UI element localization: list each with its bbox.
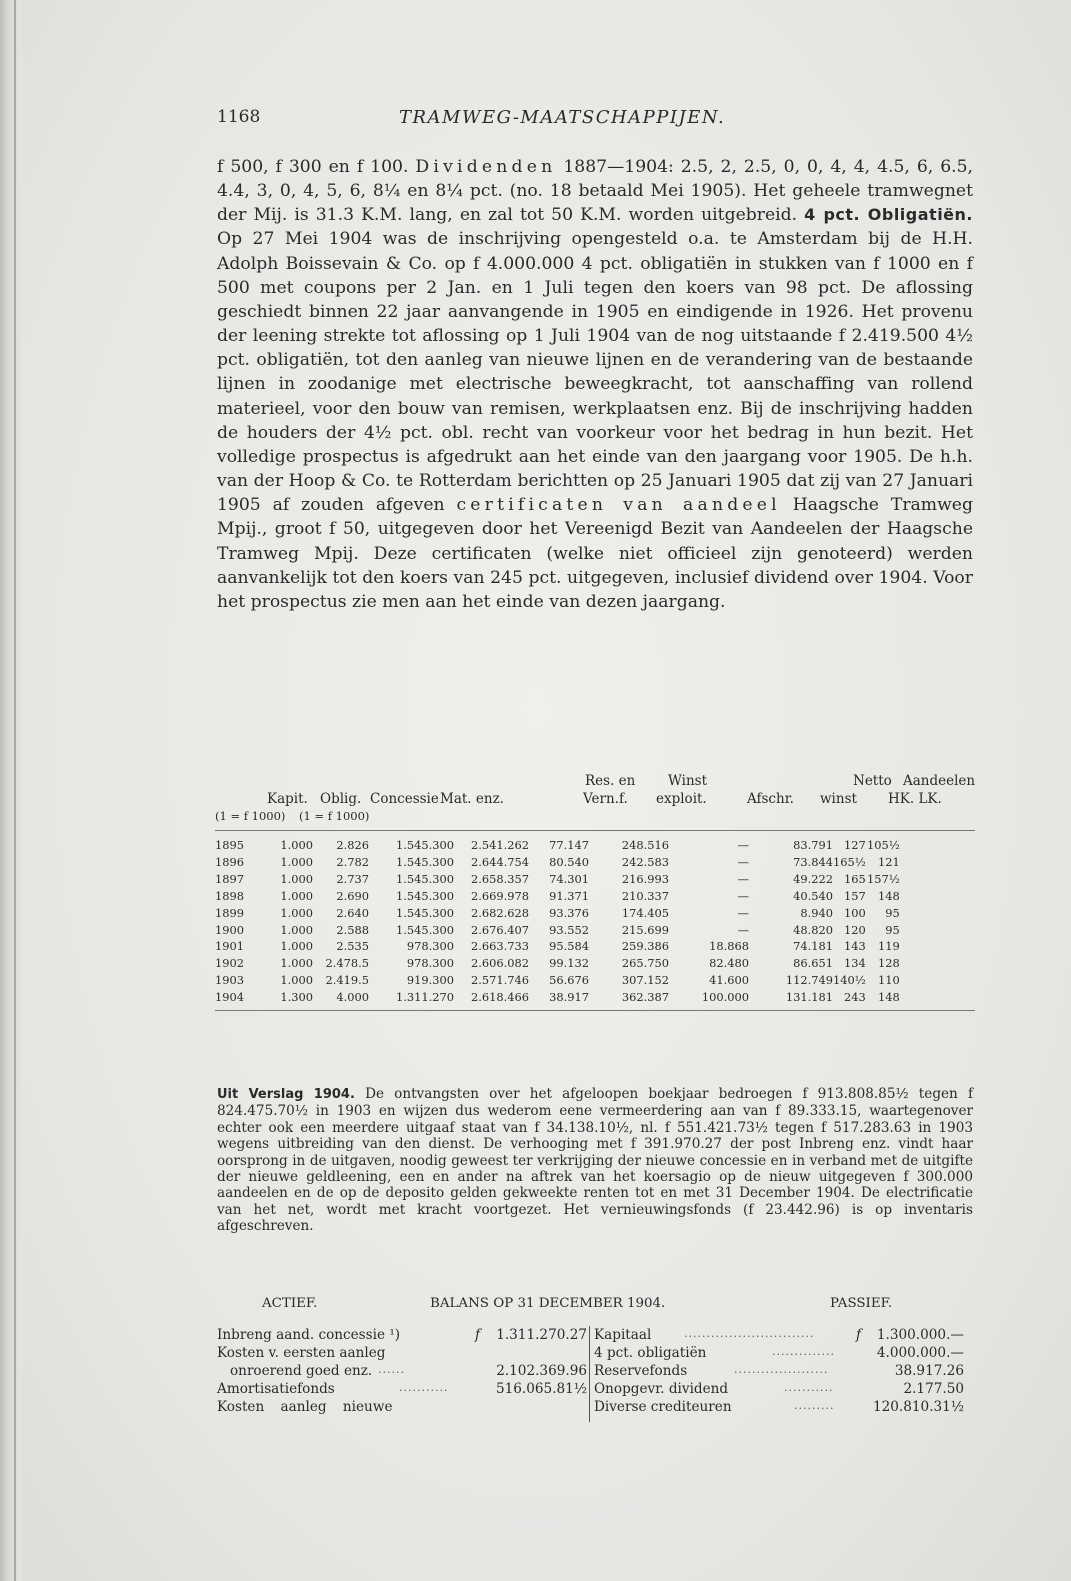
cell-netto-winst: 49.222 bbox=[793, 872, 833, 887]
cell-winst-exploit: 248.516 bbox=[621, 838, 669, 853]
passief-row-label: Kapitaal bbox=[594, 1327, 652, 1343]
header-kapit: Kapit. bbox=[267, 791, 308, 807]
florin-sign: f bbox=[856, 1327, 862, 1343]
actief-row bbox=[217, 1399, 587, 1417]
passief-row-amount: 1.300.000.— bbox=[876, 1327, 964, 1343]
cell-concessie: 1.545.300 bbox=[396, 872, 454, 887]
cell-res-en-vernf: 38.917 bbox=[549, 990, 589, 1005]
cell-oblig: 2.535 bbox=[336, 939, 369, 954]
cell-kapit: 1.000 bbox=[280, 922, 313, 937]
cell-netto-winst: 8.940 bbox=[800, 905, 833, 920]
passief-row bbox=[594, 1363, 974, 1381]
table-row bbox=[215, 854, 900, 871]
cell-aand-lk: 157½ bbox=[867, 872, 900, 887]
florin-sign: f bbox=[475, 1327, 481, 1343]
cell-afschr: — bbox=[737, 855, 749, 870]
cell-concessie: 1.545.300 bbox=[396, 888, 454, 903]
cell-aand-lk: 110 bbox=[878, 973, 900, 988]
cell-concessie: 1.545.300 bbox=[396, 905, 454, 920]
cell-aand-hk: 157 bbox=[844, 888, 866, 903]
balance-passief-label: PASSIEF. bbox=[830, 1296, 893, 1311]
passief-row-label: Diverse crediteuren bbox=[594, 1399, 732, 1415]
cell-oblig: 2.690 bbox=[336, 888, 369, 903]
table-row bbox=[215, 972, 900, 989]
cell-res-en-vernf: 80.540 bbox=[549, 855, 589, 870]
cell-netto-winst: 131.181 bbox=[785, 990, 833, 1005]
cell-afschr: — bbox=[737, 838, 749, 853]
cell-res-en-vernf: 77.147 bbox=[549, 838, 589, 853]
header-netto-winst: winst bbox=[820, 791, 857, 807]
cell-kapit: 1.000 bbox=[280, 939, 313, 954]
cell-netto-winst: 48.820 bbox=[793, 922, 833, 937]
cell-res-en-vernf: 95.584 bbox=[549, 939, 589, 954]
cell-year: 1899 bbox=[215, 905, 244, 920]
cell-mat-enz: 2.658.357 bbox=[471, 872, 529, 887]
cell-netto-winst: 73.844 bbox=[793, 855, 833, 870]
leader-dots: .............. bbox=[772, 1345, 835, 1358]
cell-afschr: — bbox=[737, 922, 749, 937]
cell-concessie: 1.545.300 bbox=[396, 855, 454, 870]
dividenden-label: Dividenden bbox=[415, 157, 557, 177]
cell-aand-lk: 148 bbox=[878, 990, 900, 1005]
cell-netto-winst: 74.181 bbox=[793, 939, 833, 954]
header-concessie: Concessie bbox=[370, 791, 439, 807]
cell-oblig: 2.737 bbox=[336, 872, 369, 887]
page-header bbox=[217, 107, 975, 135]
cell-concessie: 978.300 bbox=[406, 939, 454, 954]
cell-aand-hk: 165 bbox=[844, 872, 866, 887]
cell-oblig: 4.000 bbox=[336, 990, 369, 1005]
cell-concessie: 1.545.300 bbox=[396, 838, 454, 853]
header-hk-lk: HK. LK. bbox=[888, 791, 942, 807]
cell-res-en-vernf: 74.301 bbox=[549, 872, 589, 887]
cell-mat-enz: 2.571.746 bbox=[471, 973, 529, 988]
cell-oblig: 2.478.5 bbox=[325, 956, 369, 971]
actief-row-label: Kosten v. eersten aanleg bbox=[217, 1345, 386, 1361]
header-vernf: Vern.f. bbox=[583, 791, 628, 807]
passief-row-amount: 38.917.26 bbox=[894, 1363, 964, 1379]
balance-title: BALANS OP 31 DECEMBER 1904. bbox=[430, 1296, 666, 1311]
cell-kapit: 1.000 bbox=[280, 888, 313, 903]
annual-report-excerpt bbox=[217, 1086, 973, 1282]
header-oblig: Oblig. bbox=[320, 791, 362, 807]
report-heading: Uit Verslag 1904. bbox=[217, 1087, 355, 1102]
cell-oblig: 2.588 bbox=[336, 922, 369, 937]
certificaten-label: certificaten van aandeel bbox=[456, 495, 781, 516]
body-text-2: 1887—1904: 2.5, 2, 2.5, 0, 0, 4, 4, 4.5, 6, 6.5, 4.4, 3, 0, 4, 5, 6, 8¼ en 8¼ pct. (no. 18 betaald Mei 1905). Het geheele tramwegnet der Mij. is 31.3 K.M. lang, en zal tot 50 K.M. worden uitgebreid. bbox=[217, 157, 973, 226]
cell-aand-hk: 100 bbox=[844, 905, 866, 920]
cell-aand-hk: 243 bbox=[844, 990, 866, 1005]
cell-aand-lk: 121 bbox=[878, 855, 900, 870]
yearly-figures bbox=[215, 837, 900, 1005]
cell-year: 1896 bbox=[215, 855, 244, 870]
report-text: De ontvangsten over het afgeloopen boekjaar bedroegen f 913.808.85½ tegen f 824.475.70½ in 1903 en wijzen dus wederom eene vermeerdering aan van f 89.333.15, waartegenover echter ook een meerdere uitgaaf staat van f 34.138.10½, nl. f 551.421.73½ tegen f 517.283.63 in 1903 wegens uitbreiding van den dienst. De verhooging met f 391.970.27 der post Inbreng enz. vindt haar oorsprong in de uitgaven, noodig geweest ter verkrijging der nieuwe concessie en in verband met de uitgifte der nieuwe geldleening, een en ander na aftrek van het koersagio op de nieuw uitgegeven f 300.000 aandeelen en de op de deposito gelden gekweekte renten tot en met 31 December 1904. De electrificatie van het net, wordt met kracht voortgezet. Het vernieuwingsfonds (f 23.442.96) is op inventaris afgeschreven. bbox=[217, 1086, 973, 1235]
header-netto: Netto bbox=[853, 773, 892, 789]
passief-row bbox=[594, 1399, 974, 1417]
table-row bbox=[215, 888, 900, 905]
cell-aand-lk: 128 bbox=[878, 956, 900, 971]
actief-row bbox=[230, 1363, 587, 1381]
cell-oblig: 2.419.5 bbox=[325, 973, 369, 988]
cell-aand-hk: 143 bbox=[844, 939, 866, 954]
actief-row-label: onroerend goed enz. bbox=[230, 1363, 373, 1379]
cell-mat-enz: 2.663.733 bbox=[471, 939, 529, 954]
cell-aand-hk: 165½ bbox=[833, 855, 866, 870]
cell-oblig: 2.782 bbox=[336, 855, 369, 870]
cell-aand-lk: 119 bbox=[878, 939, 900, 954]
cell-aand-hk: 120 bbox=[844, 922, 866, 937]
cell-afschr: 82.480 bbox=[709, 956, 749, 971]
cell-kapit: 1.000 bbox=[280, 956, 313, 971]
table-row bbox=[215, 871, 900, 888]
cell-winst-exploit: 265.750 bbox=[621, 956, 669, 971]
cell-res-en-vernf: 99.132 bbox=[549, 956, 589, 971]
cell-mat-enz: 2.669.978 bbox=[471, 888, 529, 903]
passief-row-label: Reservefonds bbox=[594, 1363, 688, 1379]
cell-concessie: 1.311.270 bbox=[396, 990, 454, 1005]
header-mat: Mat. enz. bbox=[440, 791, 504, 807]
cell-concessie: 919.300 bbox=[406, 973, 454, 988]
cell-year: 1901 bbox=[215, 939, 244, 954]
passief-row-amount: 2.177.50 bbox=[903, 1381, 964, 1397]
cell-concessie: 978.300 bbox=[406, 956, 454, 971]
cell-mat-enz: 2.682.628 bbox=[471, 905, 529, 920]
cell-netto-winst: 83.791 bbox=[793, 838, 833, 853]
passief-row bbox=[594, 1381, 974, 1399]
table-top-rule bbox=[215, 830, 975, 831]
cell-mat-enz: 2.541.262 bbox=[471, 838, 529, 853]
cell-aand-hk: 127 bbox=[844, 838, 866, 853]
cell-winst-exploit: 362.387 bbox=[621, 990, 669, 1005]
passief-row-label: 4 pct. obligatiën bbox=[594, 1345, 707, 1361]
table-bottom-rule bbox=[215, 1010, 975, 1011]
page-number: 1168 bbox=[217, 107, 261, 127]
actief-row-label: Inbreng aand. concessie ¹) bbox=[217, 1327, 401, 1343]
cell-mat-enz: 2.606.082 bbox=[471, 956, 529, 971]
header-afschr: Afschr. bbox=[747, 791, 794, 807]
cell-kapit: 1.000 bbox=[280, 855, 313, 870]
cell-winst-exploit: 174.405 bbox=[621, 905, 669, 920]
cell-year: 1897 bbox=[215, 872, 244, 887]
leader-dots: ......... bbox=[794, 1399, 835, 1412]
cell-winst-exploit: 307.152 bbox=[621, 973, 669, 988]
cell-mat-enz: 2.618.466 bbox=[471, 990, 529, 1005]
binding-edge bbox=[14, 0, 16, 1581]
cell-netto-winst: 86.651 bbox=[793, 956, 833, 971]
cell-afschr: 18.868 bbox=[709, 939, 749, 954]
cell-year: 1895 bbox=[215, 838, 244, 853]
unit-oblig: (1 = f 1000) bbox=[299, 809, 370, 823]
actief-row bbox=[217, 1327, 587, 1345]
cell-aand-lk: 95 bbox=[885, 922, 900, 937]
cell-res-en-vernf: 93.376 bbox=[549, 905, 589, 920]
balance-actief-label: ACTIEF. bbox=[262, 1296, 318, 1311]
body-paragraph bbox=[217, 155, 973, 755]
actief-row-amount: 2.102.369.96 bbox=[496, 1363, 587, 1379]
cell-netto-winst: 112.749 bbox=[785, 973, 833, 988]
cell-res-en-vernf: 93.552 bbox=[549, 922, 589, 937]
cell-aand-lk: 148 bbox=[878, 888, 900, 903]
cell-afschr: — bbox=[737, 905, 749, 920]
actief-row bbox=[217, 1381, 587, 1399]
cell-aand-lk: 95 bbox=[885, 905, 900, 920]
cell-aand-lk: 105½ bbox=[867, 838, 900, 853]
cell-mat-enz: 2.644.754 bbox=[471, 855, 529, 870]
table-row bbox=[215, 904, 900, 921]
cell-mat-enz: 2.676.407 bbox=[471, 922, 529, 937]
passief-row-label: Onopgevr. dividend bbox=[594, 1381, 729, 1397]
passief-row bbox=[594, 1345, 974, 1363]
cell-afschr: — bbox=[737, 888, 749, 903]
passief-row-amount: 4.000.000.— bbox=[876, 1345, 964, 1361]
cell-year: 1900 bbox=[215, 922, 244, 937]
actief-row bbox=[217, 1345, 587, 1363]
obligatien-heading: 4 pct. Obligatiën. bbox=[804, 205, 973, 225]
unit-kapit: (1 = f 1000) bbox=[215, 809, 286, 823]
cell-winst-exploit: 242.583 bbox=[621, 855, 669, 870]
balance-divider bbox=[589, 1326, 590, 1422]
cell-year: 1903 bbox=[215, 973, 244, 988]
passief-row-amount: 120.810.31½ bbox=[872, 1399, 964, 1415]
cell-winst-exploit: 210.337 bbox=[621, 888, 669, 903]
cell-kapit: 1.000 bbox=[280, 838, 313, 853]
header-exploit: exploit. bbox=[656, 791, 707, 807]
body-text-1: f 500, f 300 en f 100. bbox=[217, 157, 409, 177]
cell-kapit: 1.000 bbox=[280, 872, 313, 887]
financial-table bbox=[215, 773, 975, 1078]
header-winst: Winst bbox=[668, 773, 708, 789]
binding-shadow bbox=[0, 0, 22, 1581]
cell-aand-hk: 140½ bbox=[833, 973, 866, 988]
cell-afschr: 100.000 bbox=[701, 990, 749, 1005]
cell-winst-exploit: 259.386 bbox=[621, 939, 669, 954]
passief-row bbox=[594, 1327, 974, 1345]
actief-row-amount: 516.065.81½ bbox=[495, 1381, 587, 1397]
cell-kapit: 1.000 bbox=[280, 905, 313, 920]
cell-afschr: — bbox=[737, 872, 749, 887]
cell-winst-exploit: 215.699 bbox=[621, 922, 669, 937]
table-row bbox=[215, 921, 900, 938]
leader-dots: ..................... bbox=[734, 1363, 829, 1376]
cell-oblig: 2.826 bbox=[336, 838, 369, 853]
cell-afschr: 41.600 bbox=[709, 973, 749, 988]
table-row bbox=[215, 989, 900, 1006]
cell-year: 1902 bbox=[215, 956, 244, 971]
header-aandeelen: Aandeelen bbox=[903, 773, 976, 789]
table-row bbox=[215, 837, 900, 854]
cell-oblig: 2.640 bbox=[336, 905, 369, 920]
leader-dots: ...... bbox=[378, 1363, 405, 1376]
leader-dots: ........... bbox=[399, 1381, 449, 1394]
leader-dots: ........... bbox=[784, 1381, 834, 1394]
table-row bbox=[215, 955, 900, 972]
table-row bbox=[215, 938, 900, 955]
leader-dots: ............................. bbox=[684, 1327, 815, 1340]
cell-year: 1904 bbox=[215, 990, 244, 1005]
cell-res-en-vernf: 91.371 bbox=[549, 888, 589, 903]
cell-kapit: 1.300 bbox=[280, 990, 313, 1005]
cell-res-en-vernf: 56.676 bbox=[549, 973, 589, 988]
cell-concessie: 1.545.300 bbox=[396, 922, 454, 937]
cell-netto-winst: 40.540 bbox=[793, 888, 833, 903]
header-res-en: Res. en bbox=[585, 773, 636, 789]
actief-row-label: Amortisatiefonds bbox=[217, 1381, 335, 1397]
cell-aand-hk: 134 bbox=[844, 956, 866, 971]
body-text-3: Op 27 Mei 1904 was de inschrijving opengesteld o.a. te Amsterdam bij de H.H. Adolph Boissevain & Co. op f 4.000.000 4 pct. obligatiën in stukken van f 1000 en f 500 met coupons per 2 Jan. en 1 Juli tegen den koers van 98 pct. De aflossing geschiedt binnen 22 jaar aanvangende in 1905 en eindigende in 1926. Het provenu der leening strekte tot aflossing op 1 Juli 1904 van de nog uitstaande f 2.419.500 4½ pct. obligatiën, tot den aanleg van nieuwe lijnen en de verandering van de bestaande lijnen in zoodanige met electrische beweegkracht, tot aanschaffing van rollend materieel, voor den bouw van remisen, werkplaatsen enz. Bij de inschrijving hadden de houders der 4½ pct. obl. recht van voorkeur voor het bedrag in hun bezit. Het volledige prospectus is afgedrukt aan het einde van den jaargang voor 1905. De h.h. van der Hoop & Co. te Rotterdam berichtten op 25 Januari 1905 dat zij van 27 Januari 1905 af zouden afgeven bbox=[217, 229, 973, 516]
cell-year: 1898 bbox=[215, 888, 244, 903]
actief-row-label: Kosten aanleg nieuwe bbox=[217, 1399, 393, 1415]
cell-winst-exploit: 216.993 bbox=[621, 872, 669, 887]
body-text-4: Haagsche Tramweg Mpij., groot f 50, uitgegeven door het Vereenigd Bezit van Aandeelen der Haagsche Tramweg Mpij. Deze certificaten (welke niet officieel zijn genoteerd) werden aanvankelijk tot den koers van 245 pct. uitgegeven, inclusief dividend over 1904. Voor het prospectus zie men aan het einde van dezen jaargang. bbox=[217, 495, 973, 612]
actief-row-amount: 1.311.270.27 bbox=[496, 1327, 587, 1343]
cell-kapit: 1.000 bbox=[280, 973, 313, 988]
running-title: TRAMWEG-MAATSCHAPPIJEN. bbox=[399, 107, 726, 128]
